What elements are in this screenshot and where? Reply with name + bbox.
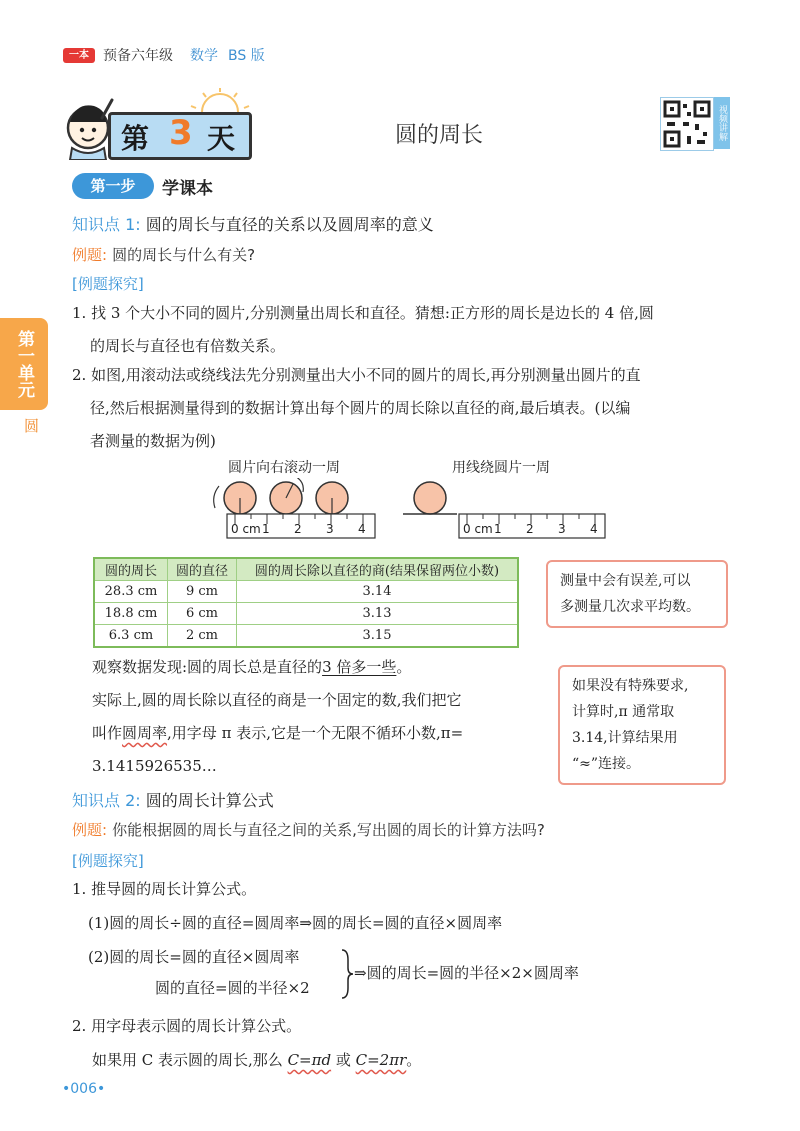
kp2-explore-label: [例题探究] bbox=[72, 852, 144, 870]
ruler-left-tick-2: 2 bbox=[294, 522, 302, 536]
kp1-example-label: 例题: bbox=[72, 246, 108, 264]
kp2-step1-b3: ⇒圆的周长=圆的半径×2×圆周率 bbox=[354, 964, 579, 982]
kp2-example bbox=[72, 819, 545, 840]
kp1-p2-line1: 2. 如图,用滚动法或绕线法先分别测量出大小不同的圆片的周长,再分别测量出圆片的直 bbox=[72, 366, 641, 384]
table-cell: 6 cm bbox=[168, 603, 237, 625]
pi-def-line2-c: ,用字母 π 表示,它是一个无限不循环小数,π= bbox=[167, 724, 464, 742]
formula-end: 。 bbox=[406, 1051, 422, 1069]
kp1-p1-line1: 1. 找 3 个大小不同的圆片,分别测量出周长和直径。猜想:正方形的周长是边长的 4 倍,圆 bbox=[72, 304, 654, 322]
note2-line3: 3.14,计算结果用 bbox=[572, 730, 678, 746]
formula-radius: C=2πr bbox=[355, 1051, 407, 1069]
kp2-heading bbox=[72, 788, 274, 811]
header-version: BS 版 bbox=[228, 48, 265, 64]
table-cell: 9 cm bbox=[168, 581, 237, 603]
observation-suffix: 。 bbox=[396, 658, 412, 676]
ruler-right-tick-2: 2 bbox=[526, 522, 534, 536]
table-cell: 18.8 cm bbox=[94, 603, 168, 625]
table-cell: 3.14 bbox=[237, 581, 519, 603]
pi-definition bbox=[92, 684, 552, 783]
step-label: 学课本 bbox=[162, 179, 213, 199]
table-header-cell: 圆的周长 bbox=[94, 558, 168, 581]
kp2-example-text: 你能根据圆的周长与直径之间的关系,写出圆的周长的计算方法吗? bbox=[112, 821, 545, 839]
kp2-example-label: 例题: bbox=[72, 821, 108, 839]
page-number: •006• bbox=[62, 1081, 106, 1097]
kp2-step2: 2. 用字母表示圆的周长计算公式。 bbox=[72, 1017, 302, 1035]
formula-intro: 如果用 C 表示圆的周长,那么 bbox=[92, 1051, 283, 1069]
unit-side-tab: 第一单元 bbox=[0, 318, 48, 410]
kp1-paragraph-2 bbox=[72, 359, 752, 458]
observation-highlight: 3 倍多一些 bbox=[322, 658, 397, 676]
figure-caption-rolling: 圆片向右滚动一周 bbox=[228, 460, 340, 476]
kp2-title: 圆的周长计算公式 bbox=[145, 791, 274, 810]
table-row bbox=[94, 603, 518, 625]
note1-line1: 测量中会有误差,可以 bbox=[560, 573, 691, 589]
table-cell: 6.3 cm bbox=[94, 625, 168, 648]
table-cell: 3.15 bbox=[237, 625, 519, 648]
figure-caption-wrapping: 用线绕圆片一周 bbox=[452, 460, 550, 476]
ruler-left-tick-1: 1 bbox=[262, 522, 270, 536]
note1-line2: 多测量几次求平均数。 bbox=[560, 599, 700, 615]
table-header-cell: 圆的周长除以直径的商(结果保留两位小数) bbox=[237, 558, 519, 581]
ruler-right-tick-4: 4 bbox=[590, 522, 598, 536]
table-cell: 3.13 bbox=[237, 603, 519, 625]
ruler-left-tick-3: 3 bbox=[326, 522, 334, 536]
kp1-p1-line2: 的周长与直径也有倍数关系。 bbox=[90, 337, 286, 355]
lesson-title: 圆的周长 bbox=[395, 123, 484, 148]
note2-line4: “≈”连接。 bbox=[572, 756, 641, 772]
pi-def-line2-a: 叫作 bbox=[92, 724, 123, 742]
formula-or: 或 bbox=[331, 1051, 356, 1069]
kp1-label: 知识点 1: bbox=[72, 215, 141, 234]
observation-line bbox=[92, 651, 411, 684]
ruler-right-tick-1: 1 bbox=[494, 522, 502, 536]
kp2-step2-formula bbox=[92, 1044, 421, 1077]
note2-line1: 如果没有特殊要求, bbox=[572, 678, 689, 694]
kp1-explore-label: [例题探究] bbox=[72, 275, 144, 293]
table-row bbox=[94, 625, 518, 648]
measurement-table bbox=[93, 557, 519, 648]
pi-def-line3: 3.1415926535… bbox=[92, 757, 217, 775]
ruler-left-tick-0: 0 cm bbox=[231, 522, 261, 536]
brand-logo: 一本 bbox=[63, 48, 95, 63]
kp1-example bbox=[72, 244, 255, 265]
kp2-step1-b1: (2)圆的周长=圆的直径×圆周率 bbox=[88, 948, 300, 966]
step-pill: 第一步 bbox=[72, 173, 154, 199]
day-badge bbox=[108, 112, 252, 160]
ruler-right-tick-0: 0 cm bbox=[463, 522, 493, 536]
kp1-p2-line2: 径,然后根据测量得到的数据计算出每个圆片的周长除以直径的商,最后填表。(以编 bbox=[90, 399, 631, 417]
ruler-right-tick-3: 3 bbox=[558, 522, 566, 536]
pi-term: 圆周率 bbox=[122, 724, 168, 742]
note2-line2: 计算时,π 通常取 bbox=[572, 704, 675, 720]
table-cell: 2 cm bbox=[168, 625, 237, 648]
kp1-title: 圆的周长与直径的关系以及圆周率的意义 bbox=[145, 215, 434, 234]
day-prefix: 第 bbox=[121, 122, 150, 155]
kp2-step1: 1. 推导圆的周长计算公式。 bbox=[72, 880, 257, 898]
pi-def-line2 bbox=[92, 717, 552, 750]
unit-topic: 圆 bbox=[24, 417, 40, 435]
ruler-left-tick-4: 4 bbox=[358, 522, 366, 536]
table-cell: 28.3 cm bbox=[94, 581, 168, 603]
note-measurement-error bbox=[546, 560, 728, 628]
observation-prefix: 观察数据发现:圆的周长总是直径的 bbox=[92, 658, 323, 676]
brace-icon bbox=[340, 948, 354, 1000]
qr-side-label: 视频讲解 bbox=[714, 97, 730, 149]
table-header-row bbox=[94, 558, 518, 581]
kp1-p2-line3: 者测量的数据为例) bbox=[90, 432, 216, 450]
formula-diameter: C=πd bbox=[287, 1051, 332, 1069]
header-subject: 数学 bbox=[190, 48, 218, 64]
kp2-step1-b2: 圆的直径=圆的半径×2 bbox=[155, 979, 310, 997]
day-number: 3 bbox=[169, 113, 193, 153]
kp2-step1-a: (1)圆的周长÷圆的直径=圆周率⇒圆的周长=圆的直径×圆周率 bbox=[88, 914, 503, 932]
kp2-label: 知识点 2: bbox=[72, 791, 141, 810]
kp1-example-text: 圆的周长与什么有关? bbox=[112, 246, 256, 264]
qr-code-icon[interactable] bbox=[660, 97, 714, 151]
kp1-paragraph-1 bbox=[72, 297, 752, 363]
rolling-circles bbox=[214, 478, 348, 514]
day-suffix: 天 bbox=[207, 122, 236, 155]
kp1-heading bbox=[72, 212, 434, 235]
table-header-cell: 圆的直径 bbox=[168, 558, 237, 581]
pi-def-line1: 实际上,圆的周长除以直径的商是一个固定的数,我们把它 bbox=[92, 691, 462, 709]
header-grade: 预备六年级 bbox=[103, 48, 173, 64]
note-pi-approx bbox=[558, 665, 726, 785]
table-row bbox=[94, 581, 518, 603]
